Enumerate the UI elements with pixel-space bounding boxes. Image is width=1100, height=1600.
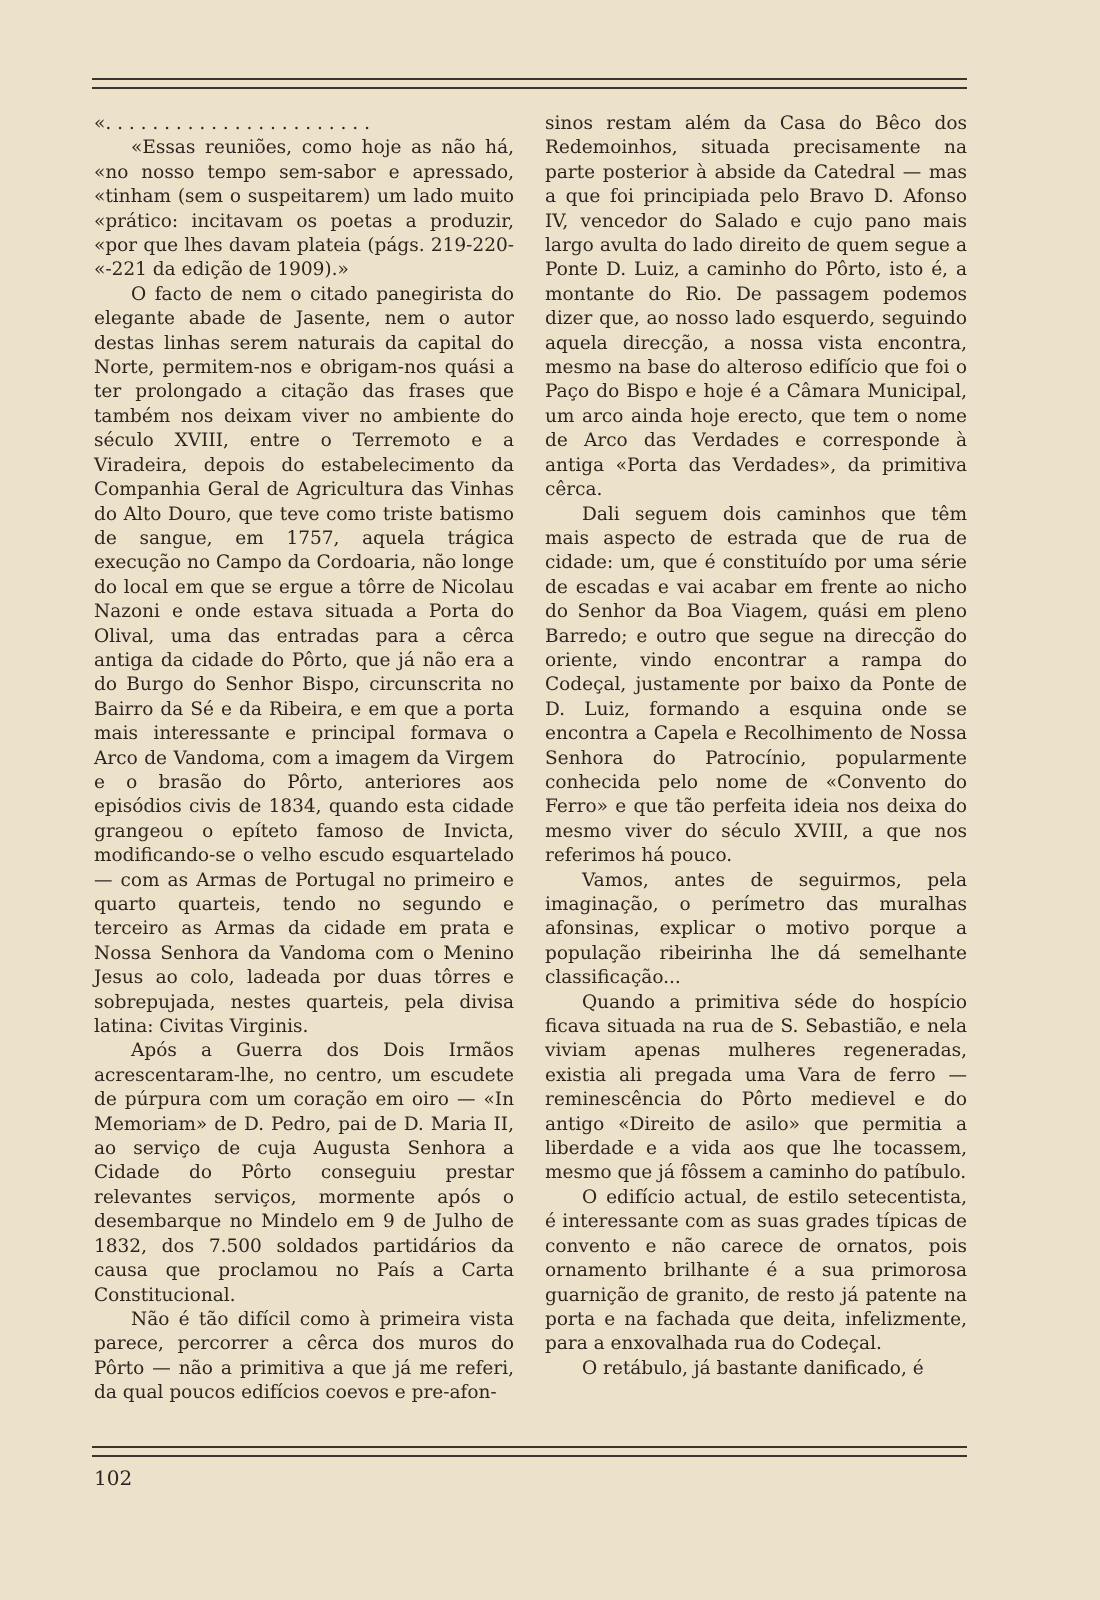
ellipsis-line: «. . . . . . . . . . . . . . . . . . . . . . .	[94, 113, 370, 134]
body-paragraph: Não é tão difícil como à primeira vista parece, percorrer a cêrca dos muros do Pôrto — não a primitiva a que já me referi, da qual poucos edifícios coevos e pre-afon-	[94, 1308, 514, 1404]
body-paragraph: O edifício actual, de estilo setecentista, é interessante com as suas grades típicas de convento e não carece de ornatos, pois ornamento brilhante é a sua primorosa guarnição de granito, de resto já patente na porta e na fachada que deita, infelizmente, para a enxovalhada rua do Codeçal.	[545, 1186, 967, 1355]
quoted-paragraph: «Essas reuniões, como hoje as não há, «no nosso tempo sem-sabor e apressado, «tinham (sem o suspeitarem) um lado muito «prático: incitavam os poetas a produzir, «por que lhes davam plateia (págs. 219-220- «-221 da edição de 1909).»	[94, 137, 514, 281]
body-paragraph: sinos restam além da Casa do Bêco dos Redemoinhos, situada precisamente na parte posterior à abside da Catedral — mas a que foi principiada pelo Bravo D. Afonso IV, vencedor do Salado e cujo pano mais largo avulta do lado direito de quem segue a Ponte D. Luiz, a caminho do Pôrto, isto é, a montante do Rio. De passagem podemos dizer que, ao nosso lado esquerdo, seguindo aquela direcção, a nossa vista encontra, mesmo na base do alteroso edifício que foi o Paço do Bispo e hoje é a Câmara Municipal, um arco ainda hoje erecto, que tem o nome de Arco das Verdades e corresponde à antiga «Porta das Verdades», da primitiva cêrca.	[545, 113, 967, 501]
body-paragraph: Após a Guerra dos Dois Irmãos acrescentaram-lhe, no centro, um escudete de púrpura com um coração em oiro — «In Memoriam» de D. Pedro, pai de D. Maria II, ao serviço de cuja Augusta Senhora a Cidade do Pôrto conseguiu prestar relevantes serviços, mormente após o desembarque no Mindelo em 9 de Julho de 1832, dos 7.500 soldados partidários da causa que proclamou no País a Carta Constitucional.	[94, 1040, 514, 1306]
body-paragraph: O retábulo, já bastante danificado, é	[582, 1357, 924, 1379]
body-paragraph: Dali seguem dois caminhos que têm mais aspecto de estrada que de rua de cidade: um, que é constituído por uma série de escadas e vai acabar em frente ao nicho do Senhor da Boa Viagem, quási em pleno Barredo; e outro que segue na direcção do oriente, vindo encontrar a rampa do Codeçal, justamente por baixo da Ponte de D. Luiz, formando a esquina onde se encontra a Capela e Recolhimento de Nossa Senhora do Patrocínio, popularmente conhecida pelo nome de «Convento do Ferro» e que tão perfeita ideia nos deixa do mesmo viver do século XVIII, a que nos referimos há pouco.	[545, 503, 967, 867]
body-paragraph: O facto de nem o citado panegirista do elegante abade de Jasente, nem o autor destas linhas serem naturais da capital do Norte, permitem-nos e obrigam-nos quási a ter prolongado a citação das frases que também nos deixam viver no ambiente do século XVIII, entre o Terremoto e a Viradeira, depois do estabelecimento da Companhia Geral de Agricultura das Vinhas do Alto Douro, que teve como triste batismo de sangue, em 1757, aquela trágica execução no Campo da Cordoaria, não longe do local em que se ergue a tôrre de Nicolau Nazoni e onde estava situada a Porta do Olival, uma das entradas para a cêrca antiga da cidade do Pôrto, que já não era a do Burgo do Senhor Bispo, circunscrita no Bairro da Sé e da Ribeira, e em que a porta mais interessante e principal formava o Arco de Vandoma, com a imagem da Virgem e o brasão do Pôrto, anteriores aos episódios civis de 1834, quando esta cidade grangeou o epíteto famoso de Invicta, modificando-se o velho escudo esquartelado — com as Armas de Portugal no primeiro e quarto quarteis, tendo no segundo e terceiro as Armas da cidade em prata e Nossa Senhora da Vandoma com o Menino Jesus ao colo, ladeada por duas tôrres e sobrepujada, nestes quarteis, pela divisa latina: Civitas Virginis.	[94, 283, 514, 1038]
top-double-rule	[92, 78, 967, 89]
left-text-column	[94, 112, 514, 1406]
body-paragraph: Quando a primitiva séde do hospício ficava situada na rua de S. Sebastião, e nela viviam apenas mulheres regeneradas, existia ali pregada uma Vara de ferro — reminescência do Pôrto medievel e do antigo «Direito de asilo» que permitia a liberdade e a vida aos que lhe tocassem, mesmo que já fôssem a caminho do patíbulo.	[545, 991, 967, 1184]
page-number: 102	[94, 1466, 133, 1490]
bottom-double-rule	[92, 1446, 967, 1457]
right-text-column	[545, 112, 967, 1381]
body-paragraph: Vamos, antes de seguirmos, pela imaginação, o perímetro das muralhas afonsinas, explicar o motivo porque a população ribeirinha lhe dá semelhante classificação...	[545, 869, 967, 989]
